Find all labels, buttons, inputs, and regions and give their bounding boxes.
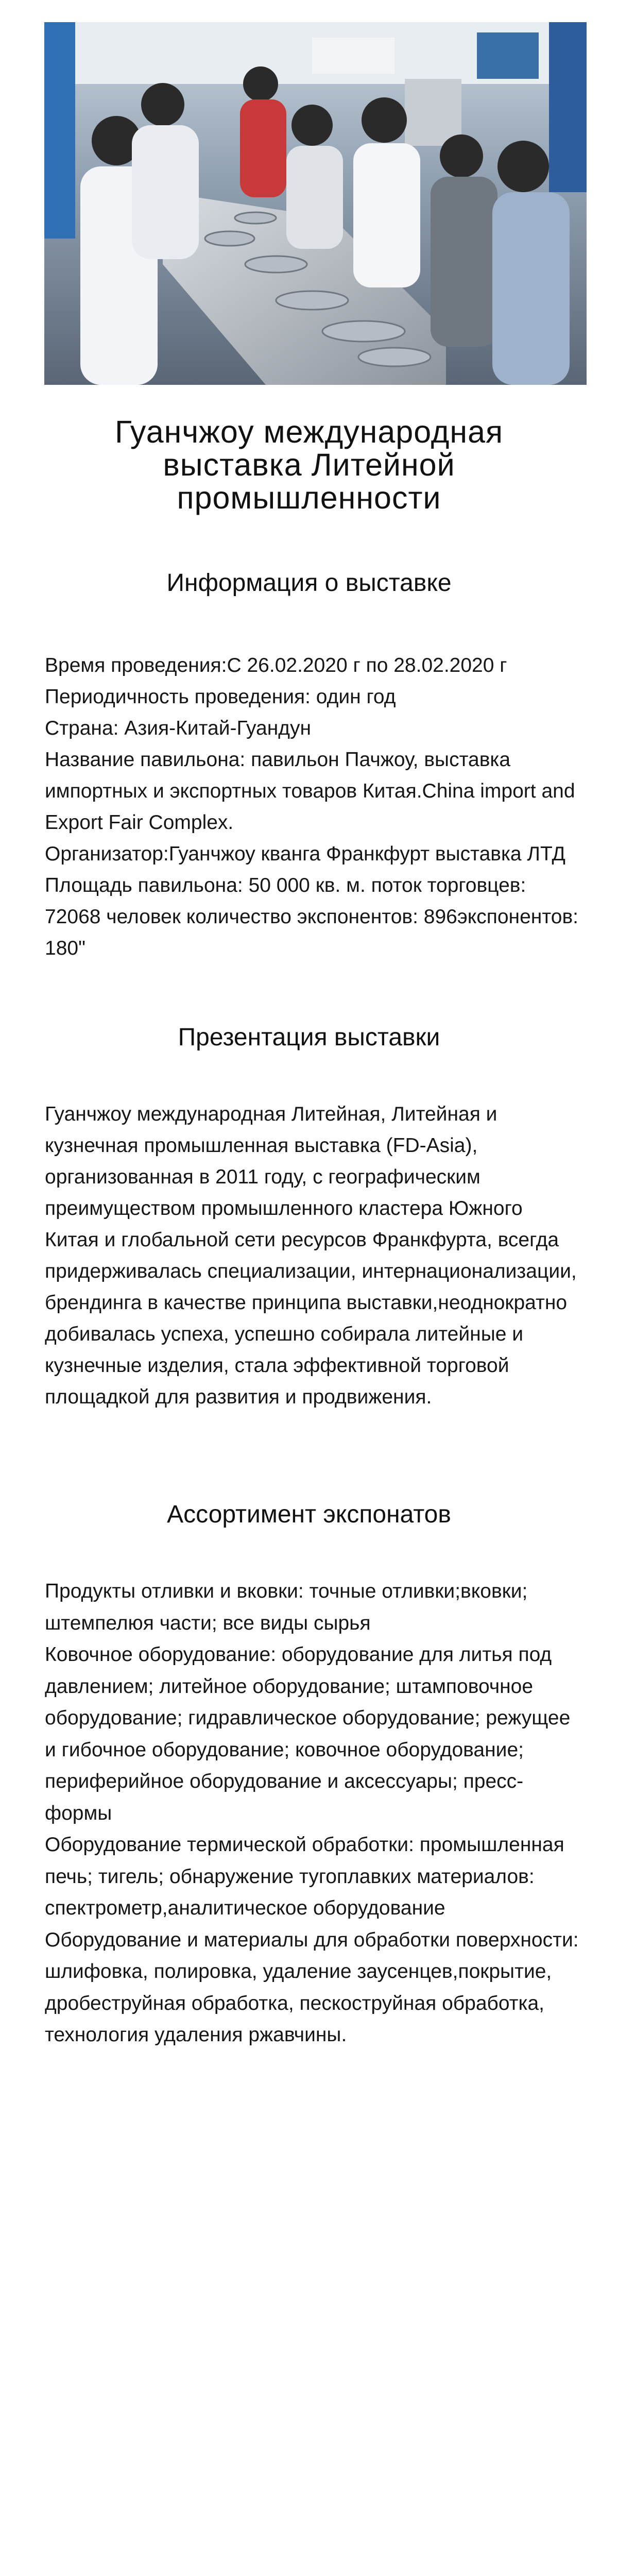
info-line: Площадь павильона: 50 000 кв. м. поток торговцев: 72068 человек количество экспонентов: 896экспонентов: 180" — [45, 874, 578, 959]
assortment-list — [45, 1575, 580, 2051]
section-heading-presentation: Презентация выставки — [178, 1024, 440, 1051]
section-heading-info: Информация о выставке — [166, 569, 452, 597]
info-line: Название павильона: павильон Пачжоу, выставка импортных и экспортных товаров Китая.China import and Export Fair Complex. — [45, 749, 575, 834]
assortment-item: Оборудование термической обработки: промышленная печь; тигель; обнаружение тугоплавких материалов: спектрометр,аналитическое оборудование — [45, 1834, 564, 1919]
info-line: Периодичность проведения: один год — [45, 686, 396, 708]
info-line: Время проведения:С 26.02.2020 г по 28.02.2020 г — [45, 654, 507, 676]
assortment-item: Продукты отливки и вковки: точные отливки;вковки; штемпелюя части; все виды сырья — [45, 1580, 528, 1634]
assortment-item: Оборудование и материалы для обработки поверхности: шлифовка, полировка, удаление заусенцев,покрытие, дробеструйная обработка, пескоструйная обработка, технология удаления ржавчины. — [45, 1928, 579, 2046]
presentation-paragraph: Гуанчжоу международная Литейная, Литейная и кузнечная промышленная выставка (FD-Asia), организованная в 2011 году, с географическим преимуществом промышленного кластера Южного Китая и глобальной сети ресурсов Франкфурта, всегда придерживалась специализации, интернационализации, брендинга в качестве принципа выставки,неоднократно добивалась успеха, успешно собирала литейные и кузнечные изделия, стала эффективной торговой площадкой для развития и продвижения. — [45, 1103, 577, 1408]
info-line: Организатор:Гуанчжоу кванга Франкфурт выставка ЛТД — [45, 843, 565, 865]
exhibition-photo — [44, 22, 587, 385]
page-title: Гуанчжоу международная выставка Литейной промышленности — [114, 414, 504, 515]
info-line: Страна: Азия-Китай-Гуандун — [45, 717, 312, 739]
exhibition-photo-illustration — [44, 22, 587, 385]
section-heading-assortment: Ассортимент экспонатов — [167, 1501, 451, 1528]
assortment-item: Ковочное оборудование: оборудование для литья под давлением; литейное оборудование; штамповочное оборудование; гидравлическое оборудование; режущее и гибочное оборудование; ковочное оборудование; периферийное оборудование и аксессуары; пресс-формы — [45, 1643, 571, 1824]
presentation-text-block — [45, 1098, 580, 1413]
info-list — [45, 650, 580, 964]
